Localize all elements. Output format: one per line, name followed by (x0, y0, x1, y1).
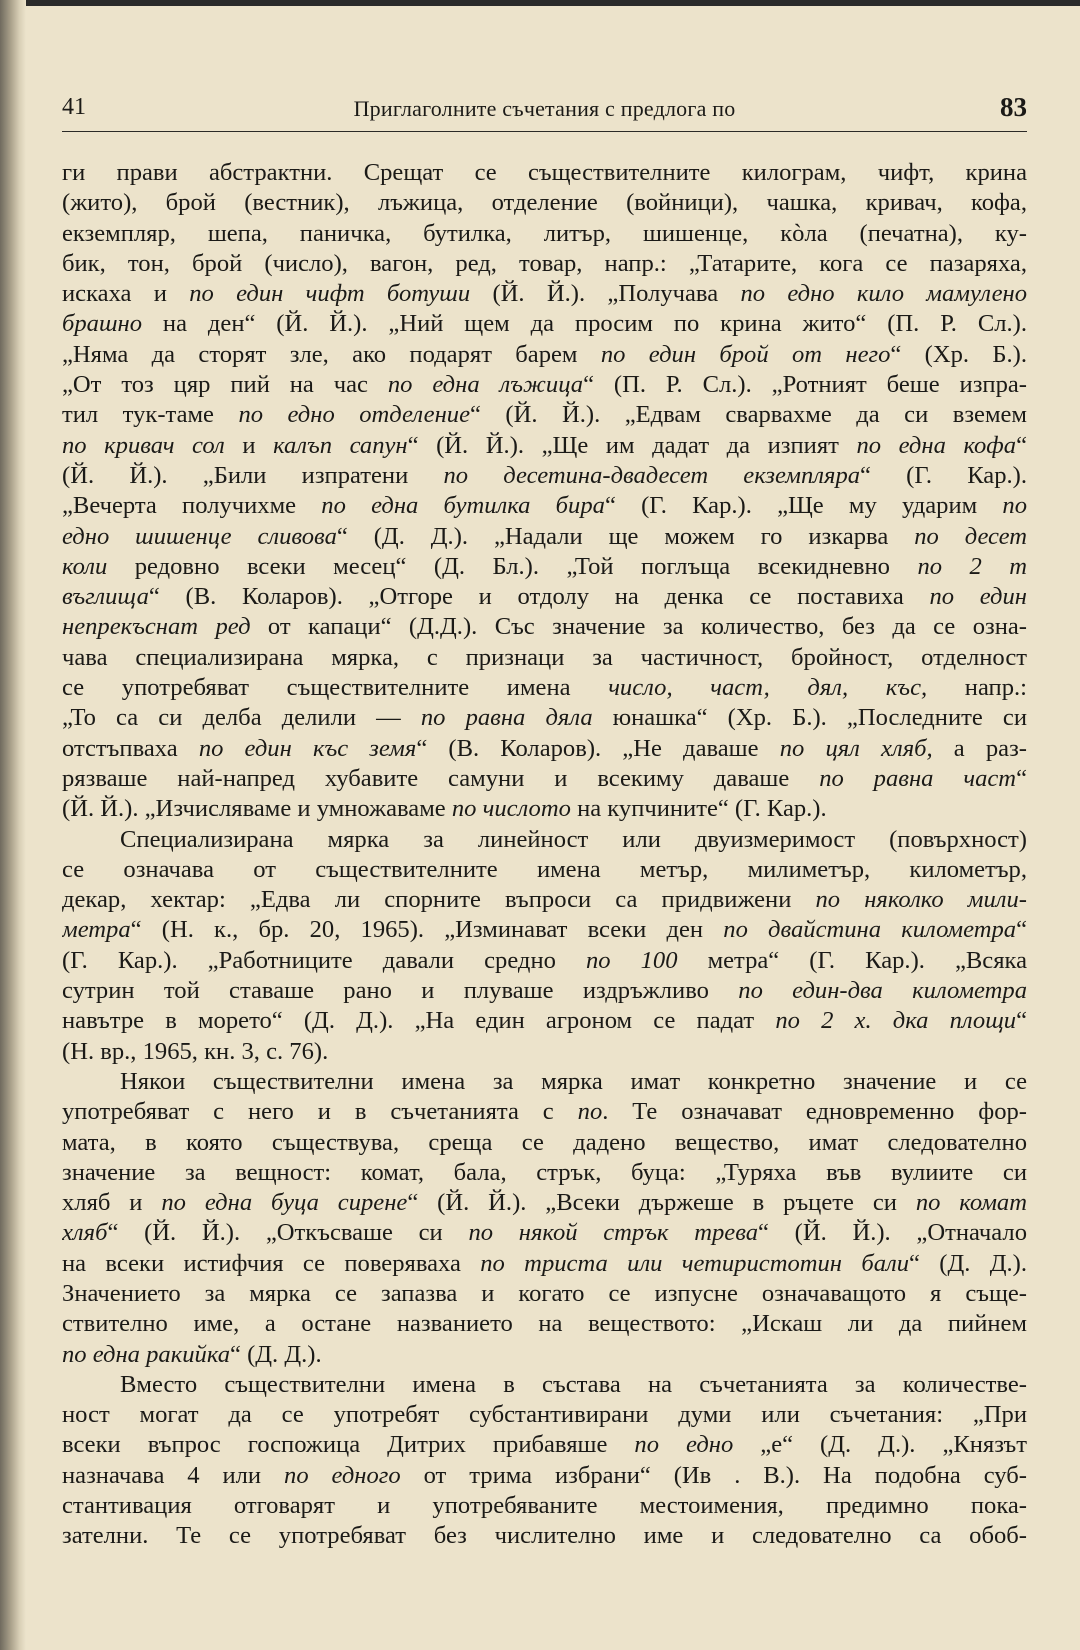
text-run: „То са си делба делили — (62, 704, 421, 732)
text-line (62, 734, 1027, 764)
text-line (62, 855, 1027, 885)
text-run: метра“ (Г. Кар.). „Всяка (677, 946, 1027, 974)
text-line (62, 491, 1027, 521)
text-run: юнашка“ (Хр. Б.). „Последните си (592, 704, 1027, 732)
italic-example: по един къс земя (198, 734, 417, 762)
text-run: сутрин той ставаше рано и плуваше издръжливо (62, 977, 739, 1005)
text-run: (жито), брой (вестник), лъжица, отделение (войници), чашка, кривач, кофа, (62, 189, 1027, 217)
text-line (62, 1400, 1027, 1430)
text-run: (Н. вр., 1965, кн. 3, с. 76). (62, 1037, 329, 1065)
italic-example: по триста или четиристотин бали (480, 1249, 910, 1277)
text-line (62, 522, 1027, 552)
text-line (62, 764, 1027, 794)
text-line (62, 340, 1027, 370)
text-run: значение за вещност: комат, бала, стрък, буца: „Туряха във вулиите си (62, 1158, 1027, 1186)
text-run: декар, хектар: „Едва ли спорните въпроси са придвижени (62, 886, 816, 914)
text-run: „Няма да сторят зле, ако подарят барем (62, 340, 601, 368)
body-text (62, 158, 1027, 1552)
text-line (62, 1521, 1027, 1551)
section-number: 41 (62, 94, 86, 120)
text-run: чава специализирана мярка, с признаци за частичност, бройност, отделност (62, 643, 1027, 671)
text-run: от капаци“ (Д.Д.). Със значение за количество, без да се озна- (250, 613, 1027, 641)
text-run: бик, тон, брой (число), вагон, ред, товар, напр.: „Татарите, кога се пазаряха, (62, 249, 1027, 277)
italic-example: по 2 х. дка площи (775, 1007, 1017, 1035)
text-line (62, 158, 1027, 188)
text-run: „е“ (Д. Д.). „Князът (733, 1431, 1027, 1459)
text-line (62, 1491, 1027, 1521)
italic-example: калъп сапун (273, 431, 408, 459)
text-run: отстъпваха (62, 734, 199, 762)
text-line (62, 673, 1027, 703)
text-line (62, 400, 1027, 430)
italic-example: по една ракийка (62, 1340, 231, 1368)
text-run: “ (В. Коларов). „Не даваше (416, 734, 780, 762)
italic-example: по числото (451, 795, 571, 823)
italic-example: едно шишенце сливова (62, 522, 337, 550)
italic-example: брашно (62, 310, 143, 338)
text-run: “ (Хр. Б.). (890, 340, 1027, 368)
italic-example: по двайстина километра (723, 916, 1017, 944)
text-line (62, 1370, 1027, 1400)
text-run: на всеки истифчия се поверяваха (62, 1249, 481, 1277)
text-line (62, 1067, 1027, 1097)
italic-example: по една кофа (856, 431, 1017, 459)
italic-example: метра (62, 916, 131, 944)
italic-example: по равна част (819, 764, 1017, 792)
italic-example: коли (62, 552, 108, 580)
italic-example: по (1002, 492, 1027, 520)
text-run: “ (Й. Й.). „Всеки държеше в ръцете си (407, 1189, 916, 1217)
italic-example: по някой стрък трева (468, 1219, 758, 1247)
text-run: “ (1016, 1007, 1027, 1035)
text-line (62, 1006, 1027, 1036)
text-run: “ (1016, 916, 1027, 944)
text-run: (Й. Й.). „Получава (470, 280, 741, 308)
page-number: 83 (1000, 92, 1027, 122)
text-run: от трима избрани“ (Ив . В.). На подобна суб- (400, 1461, 1027, 1489)
text-run: ги прави абстрактни. Срещат се съществителните килограм, чифт, крина (62, 159, 1027, 186)
text-run: напр.: (927, 674, 1027, 702)
text-run: екземпляр, шепа, паничка, бутилка, литър, шишенце, кòла (печатна), ку- (62, 219, 1027, 247)
italic-example: по едно (634, 1431, 734, 1459)
text-run: назначава 4 или (62, 1461, 285, 1489)
text-line (62, 1097, 1027, 1127)
text-line (62, 1037, 1027, 1067)
text-run: на ден“ (Й. Й.). „Ний щем да просим по крина жито“ (П. Р. Сл.). (142, 310, 1027, 338)
text-run: се употребяват съществителните имена (62, 674, 609, 702)
text-run: на купчините“ (Г. Кар.). (570, 795, 827, 823)
text-line (62, 1218, 1027, 1248)
text-line (62, 1249, 1027, 1279)
text-run: ствително име, а остане названието на веществото: „Искаш ли да пийнем (62, 1310, 1027, 1338)
text-line (62, 1309, 1027, 1339)
text-line (62, 643, 1027, 673)
text-line (62, 461, 1027, 491)
text-run: (Г. Кар.). „Работниците давали средно (62, 946, 586, 974)
text-run: “ (Д. Д.). „Надали ще можем го изкарва (336, 522, 915, 550)
text-line (62, 703, 1027, 733)
italic-example: по (577, 1098, 603, 1126)
text-run: хляб и (62, 1189, 162, 1217)
text-line (62, 370, 1027, 400)
italic-example: число, част, дял, къс, (608, 674, 928, 702)
text-run: тил тук-таме (62, 401, 239, 429)
text-run: “ (Д. Д.). (230, 1340, 322, 1368)
text-run: “ (Й. Й.). „Отначало (758, 1219, 1027, 1247)
text-run: и (224, 431, 274, 459)
text-line (62, 946, 1027, 976)
italic-example: по десетина-двадесет екземпляра (443, 461, 861, 489)
text-run: Някои съществителни имена за мярка имат конкретно значение и се (120, 1067, 1027, 1095)
text-run: „Вечерта получихме (62, 492, 322, 520)
text-line (62, 915, 1027, 945)
text-run: зателни. Те се употребяват без числително име и следователно са обоб- (62, 1522, 1027, 1550)
italic-example: по комат (915, 1189, 1027, 1217)
text-run: употребяват с него и в съчетанията с (62, 1098, 578, 1126)
text-run: “ (П. Р. Сл.). „Ротният беше изпра- (583, 371, 1027, 399)
text-run: “ (В. Коларов). „Отгоре и отдолу на денка се поставиха (148, 583, 930, 611)
text-run: . Те означават едновременно фор- (602, 1098, 1027, 1126)
text-line (62, 188, 1027, 218)
text-run: (Й. Й.). „Били изпратени (62, 461, 444, 489)
text-line (62, 1188, 1027, 1218)
text-run: ност могат да се употребят субстантивирани думи или съчетания: „При (62, 1401, 1027, 1429)
text-run: искаха и (62, 280, 190, 308)
text-line (62, 1461, 1027, 1491)
italic-example: по един брой от него (600, 340, 891, 368)
text-line (62, 976, 1027, 1006)
italic-example: въглища (62, 583, 149, 611)
text-line (62, 612, 1027, 642)
italic-example: по няколко мили- (815, 886, 1027, 914)
italic-example: по един (929, 583, 1027, 611)
text-run: “ (Й. Й.). „Откъсваше си (107, 1219, 469, 1247)
text-run: “ (Г. Кар.). „Ще му ударим (604, 492, 1003, 520)
text-run: (Й. Й.). „Изчисляваме и умножаваме (62, 795, 452, 823)
header-rule (62, 131, 1027, 132)
text-run: “ (1016, 764, 1027, 792)
text-run: редовно всеки месец“ (Д. Бл.). „Той поглъща всекидневно (107, 552, 918, 580)
text-line (62, 1128, 1027, 1158)
italic-example: хляб (62, 1219, 108, 1247)
italic-example: по една буца сирене (161, 1189, 408, 1217)
text-run: Значението за мярка се запазва и когато се изпусне означаващото я съще- (62, 1279, 1027, 1307)
text-run: Вместо съществителни имена в състава на съчетанията за количестве- (120, 1370, 1027, 1398)
text-run: “ (Д. Д.). (909, 1249, 1027, 1277)
text-run: а раз- (932, 734, 1027, 762)
italic-example: по един-два километра (738, 977, 1027, 1005)
text-line (62, 552, 1027, 582)
text-run: “ (Г. Кар.). (860, 461, 1027, 489)
text-line (62, 249, 1027, 279)
text-line (62, 1340, 1027, 1370)
text-line (62, 309, 1027, 339)
italic-example: по равна дяла (420, 704, 593, 732)
text-run: стантивация отговарят и употребяваните местоимения, предимно пока- (62, 1492, 1027, 1520)
italic-example: по 100 (585, 946, 678, 974)
text-run: рязваше най-напред хубавите самуни и всекиму даваше (62, 764, 820, 792)
text-run: “ (Н. к., бр. 20, 1965). „Изминават всеки ден (130, 916, 724, 944)
running-header (62, 92, 1027, 128)
text-run: “ (1016, 431, 1027, 459)
text-run: „От тоз цяр пий на час (62, 371, 388, 399)
text-line (62, 794, 1027, 824)
italic-example: непрекъснат ред (62, 613, 251, 641)
text-line (62, 431, 1027, 461)
italic-example: по един чифт ботуши (189, 280, 471, 308)
text-line (62, 1430, 1027, 1460)
text-run: “ (Й. Й.). „Едвам сварвахме да си вземем (470, 401, 1027, 429)
text-run: Специализирана мярка за линейност или двуизмеримост (повърхност) (120, 825, 1027, 853)
text-line (62, 1279, 1027, 1309)
text-line (62, 219, 1027, 249)
italic-example: по едно кило мамулено (740, 280, 1027, 308)
text-run: всеки въпрос госпожица Дитрих прибавяше (62, 1431, 635, 1459)
italic-example: по 2 т (917, 552, 1027, 580)
italic-example: по едно отделение (238, 401, 470, 429)
text-run: мата, в която съществува, среща се дадено вещество, имат следователно (62, 1128, 1027, 1156)
italic-example: по десет (914, 522, 1027, 550)
text-run: “ (Й. Й.). „Ще им дадат да изпият (407, 431, 857, 459)
italic-example: по една бутилка бира (321, 492, 605, 520)
italic-example: по едного (284, 1461, 401, 1489)
text-line (62, 582, 1027, 612)
italic-example: по една лъжица (387, 371, 584, 399)
text-line (62, 279, 1027, 309)
text-run: се означава от съществителните имена метър, милиметър, километър, (62, 855, 1027, 883)
text-line (62, 885, 1027, 915)
text-run: навътре в морето“ (Д. Д.). „На един агроном се падат (62, 1007, 776, 1035)
italic-example: по кривач сол (62, 431, 225, 459)
text-line (62, 825, 1027, 855)
italic-example: по цял хляб, (779, 734, 933, 762)
running-title: Приглаголните съчетания с предлога по (353, 96, 736, 121)
text-line (62, 1158, 1027, 1188)
